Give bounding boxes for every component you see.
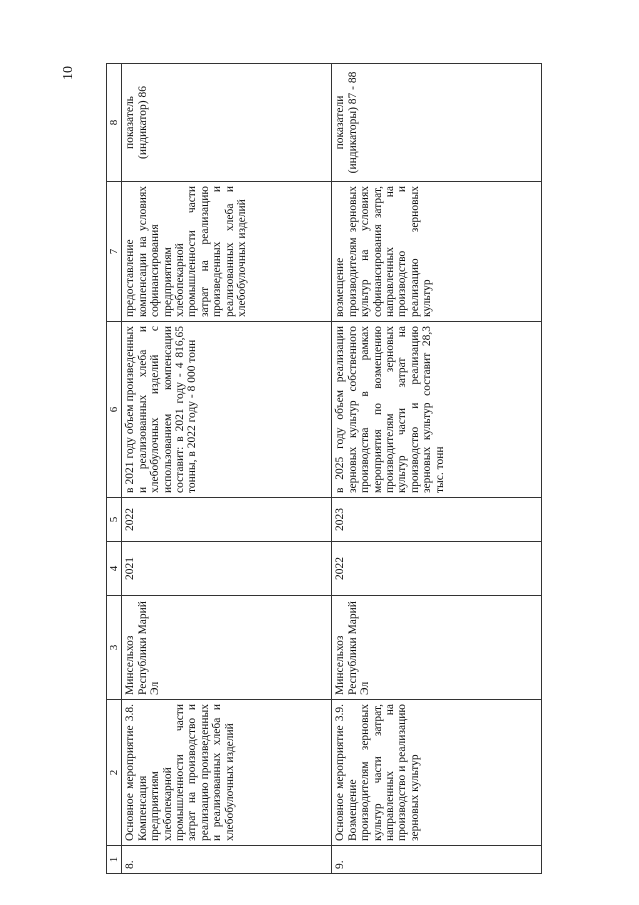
end-year: 2023 <box>332 498 542 542</box>
event-name: Основное мероприятие 3.8. Компенсация предприятиям хлебопекарной промышленности части затрат на производство и реализацию произведенных и реализованных хлеба и хлебобулочных изделий <box>122 700 332 846</box>
table-row <box>122 64 332 874</box>
page-number: 10 <box>61 66 76 80</box>
executor: Минсельхоз Республики Марий Эл <box>122 596 332 700</box>
row-number: 8. <box>122 846 332 874</box>
header-col-1: 1 <box>107 846 122 874</box>
start-year: 2021 <box>122 542 332 596</box>
header-col-8: 8 <box>107 64 122 182</box>
header-col-5: 5 <box>107 498 122 542</box>
rotated-table-wrapper <box>106 64 526 874</box>
expected-result: в 2025 году объем реализации зерновых культур собственного производства в рамках мероприятия по возмещению производителям зерновых культур части затрат на производство и реализацию зерновых культур составит 28,3 тыс. тонн <box>332 322 542 498</box>
event-name: Основное мероприятие 3.9. Возмещение производителям зерновых культур части затрат, направленных на производство и реализацию зерновых культур <box>332 700 542 846</box>
indicator: показатель (индикатор) 86 <box>122 64 332 182</box>
executor: Минсельхоз Республики Марий Эл <box>332 596 542 700</box>
row-number: 9. <box>332 846 542 874</box>
expected-result: в 2021 году объем произведенных и реализованных хлеба и хлебобулочных изделий с использованием компенсации составит: в 2021 году - 4 816,65 тонны, в 2022 году - 8 000 тонн <box>122 322 332 498</box>
header-col-4: 4 <box>107 542 122 596</box>
table-header-row <box>107 64 122 874</box>
header-col-2: 2 <box>107 700 122 846</box>
header-col-7: 7 <box>107 182 122 322</box>
table-row <box>332 64 542 874</box>
end-year: 2022 <box>122 498 332 542</box>
header-col-3: 3 <box>107 596 122 700</box>
program-events-table <box>106 63 542 874</box>
indicator: показатели (индикаторы) 87 - 88 <box>332 64 542 182</box>
start-year: 2022 <box>332 542 542 596</box>
header-col-6: 6 <box>107 322 122 498</box>
event-contents: возмещение производителям зерновых культур на условиях софинансирования затрат, направленных на производство и реализацию зерновых культур <box>332 182 542 322</box>
event-contents: предоставление компенсации на условиях софинансирования предприятиям хлебопекарной промышленности части затрат на реализацию произведенных и реализованных хлеба и хлебобулочных изделий <box>122 182 332 322</box>
